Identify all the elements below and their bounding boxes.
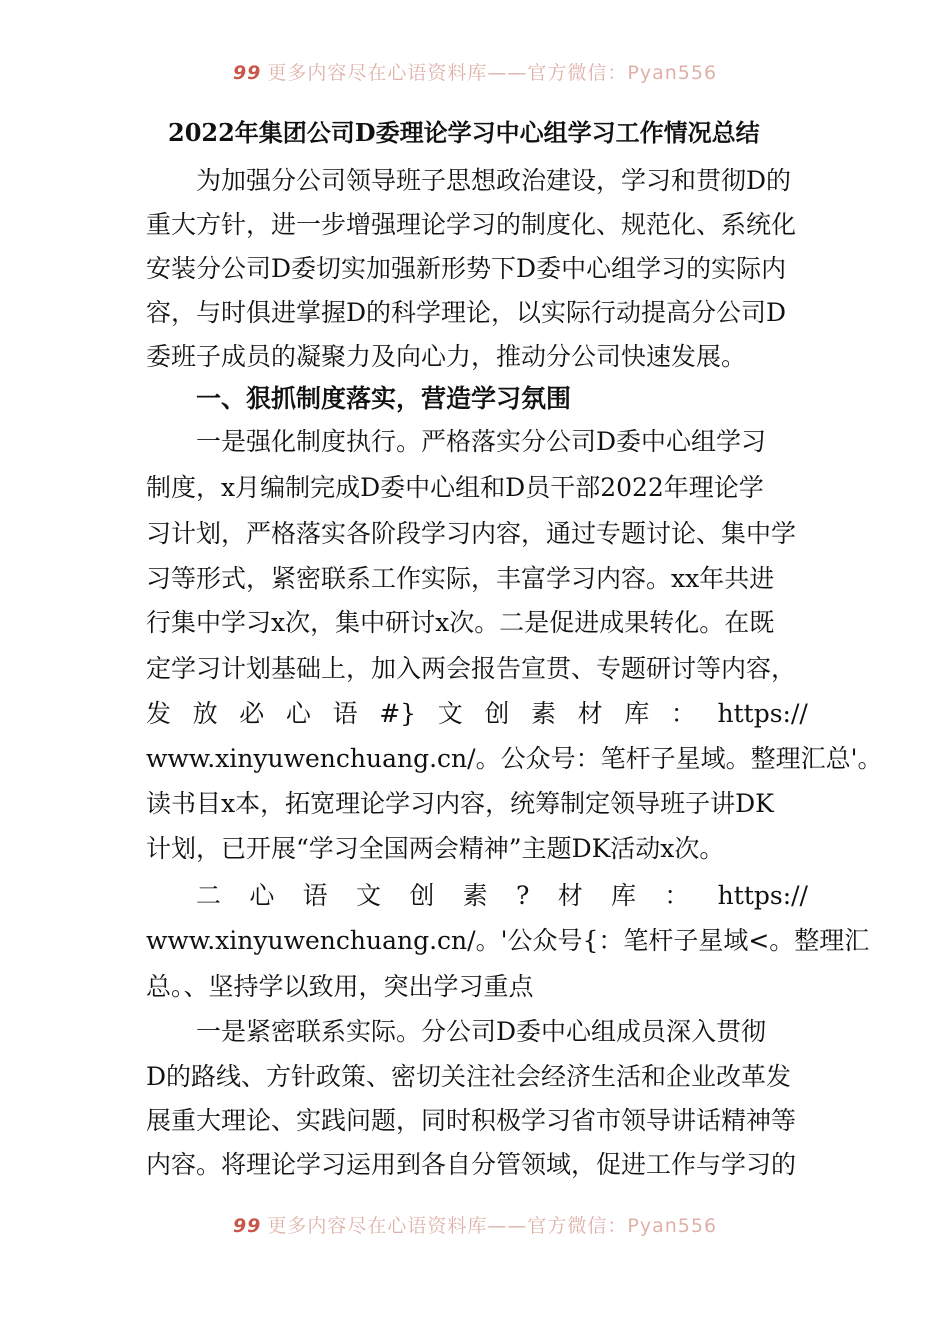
paragraph-line: 一是紧密联系实际。分公司D委中心组成员深入贯彻 [196,1017,767,1046]
spread-url: https:// [717,881,808,910]
watermark-text: 更多内容尽在心语资料库——官方微信：Pyan556 [267,1215,718,1237]
paragraph-line: 安装分公司D委切实加强新形势下D委中心组学习的实际内 [146,254,787,283]
spread-char: 心 [249,881,275,910]
watermark-header [0,58,950,85]
watermark-text: 更多内容尽在心语资料库——官方微信：Pyan556 [267,62,718,84]
document-title: 2022年集团公司D委理论学习中心组学习工作情况总结 [168,118,760,147]
spread-char: 必 [239,699,265,728]
spread-char: 心 [285,699,311,728]
paragraph-line: 容，与时俱进掌握D的科学理论，以实际行动提高分公司D [146,298,787,327]
spread-char: 文 [355,881,381,910]
paragraph-line: 制度，x月编制完成D委中心组和D员干部2022年理论学 [146,473,764,502]
spread-url: https:// [717,699,808,728]
spread-char: 放 [192,699,218,728]
spread-char: 素 [530,699,556,728]
spread-char: 文 [437,699,463,728]
paragraph-line: 重大方针，进一步增强理论学习的制度化、规范化、系统化 [146,210,797,239]
watermark-footer [0,1211,950,1238]
watermark-logo-icon: 99 [232,1215,262,1237]
paragraph-line: 定学习计划基础上，加入两会报告宣贯、专题研讨等内容， [146,654,797,683]
spread-char: 库 [611,881,637,910]
spread-char: 二 [196,881,222,910]
paragraph-line: D的路线、方针政策、密切关注社会经济生活和企业改革发 [146,1062,792,1091]
spread-char: ： [664,881,690,910]
spread-char: 语 [302,881,328,910]
spread-char: 库 [624,699,650,728]
paragraph-line: 总。、坚持学以致用，突出学习重点 [146,972,534,1001]
spread-char: 材 [577,699,603,728]
paragraph-line: 委班子成员的凝聚力及向心力，推动分公司快速发展。 [146,342,747,371]
spread-char: 创 [484,699,510,728]
paragraph-line: www.xinyuwenchuang.cn/。'公众号{：笔杆子星域<。整理汇 [146,926,870,955]
paragraph-line: 一是强化制度执行。严格落实分公司D委中心组学习 [196,427,767,456]
spread-char: ? [515,881,530,910]
spread-char: 素 [462,881,488,910]
spread-char: 创 [409,881,435,910]
paragraph-line: 为加强分公司领导班子思想政治建设，学习和贯彻D的 [196,166,792,195]
section-heading-1: 一、狠抓制度落实，营造学习氛围 [196,384,572,413]
paragraph-line: 计划，已开展“学习全国两会精神”主题DK活动x次。 [146,834,725,863]
spread-char: 发 [146,699,172,728]
paragraph-line: 习计划，严格落实各阶段学习内容，通过专题讨论、集中学 [146,519,797,548]
paragraph-line-spread [146,692,808,736]
paragraph-line: 展重大理论、实践问题，同时积极学习省市领导讲话精神等 [146,1106,797,1135]
spread-char: 材 [557,881,583,910]
paragraph-line: www.xinyuwenchuang.cn/。公众号：笔杆子星域。整理汇总'。 [146,744,883,773]
watermark-logo-icon: 99 [232,62,262,84]
paragraph-line: 内容。将理论学习运用到各自分管领域，促进工作与学习的 [146,1150,797,1179]
spread-char: ： [670,699,696,728]
paragraph-line: 行集中学习x次，集中研讨x次。二是促进成果转化。在既 [146,608,775,637]
paragraph-line: 读书目x本，拓宽理论学习内容，统筹制定领导班子讲DK [146,789,774,818]
paragraph-line: 习等形式，紧密联系工作实际，丰富学习内容。xx年共进 [146,564,775,593]
spread-char: #} [379,699,417,728]
spread-char: 语 [332,699,358,728]
paragraph-line-spread [146,874,808,918]
